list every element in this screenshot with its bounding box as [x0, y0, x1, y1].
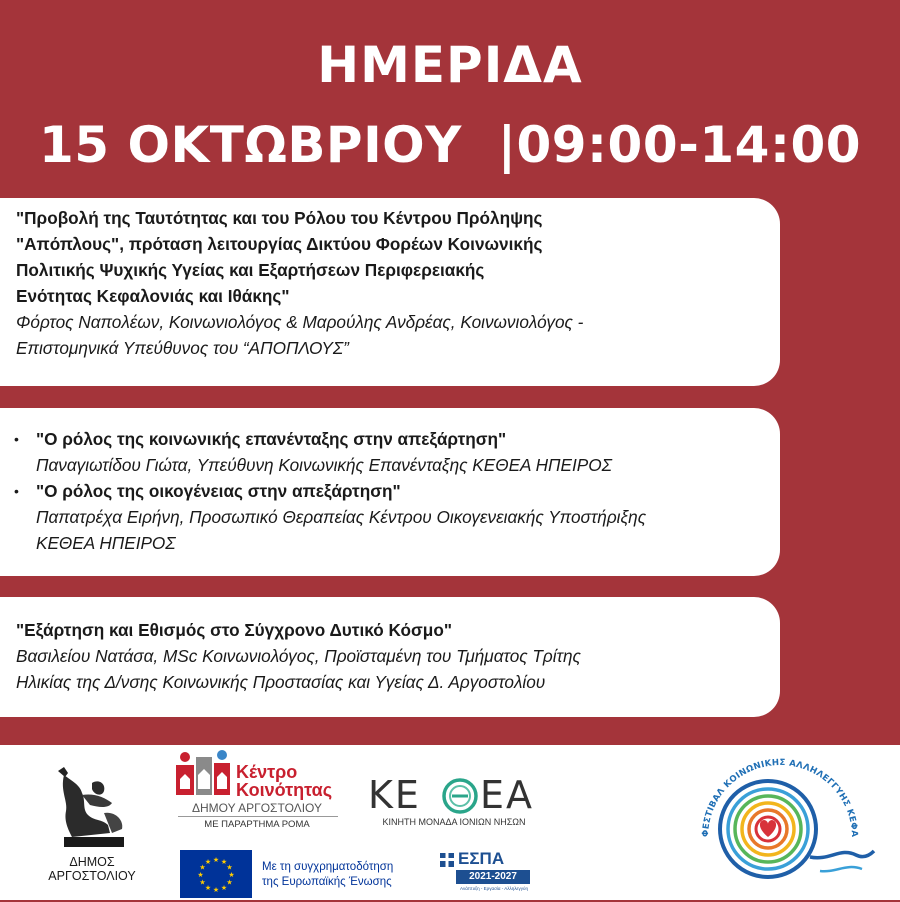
kethea-theta-icon — [441, 777, 479, 815]
dimos-line2: ΑΡΓΟΣΤΟΛΙΟΥ — [48, 869, 136, 883]
list-item — [14, 478, 780, 556]
svg-text:★: ★ — [226, 878, 233, 887]
espa-tagline: Ανάπτυξη - Εργασία - Αλληλεγγύη — [460, 886, 528, 891]
svg-text:★: ★ — [226, 863, 233, 872]
session-title-line: Ενότητας Κεφαλονιάς και Ιθάκης" — [16, 286, 290, 306]
svg-text:★: ★ — [197, 871, 204, 879]
svg-text:★: ★ — [220, 884, 228, 892]
kentro-line1: Κέντρο — [236, 762, 298, 782]
kentro-line4: ΜΕ ΠΑΡΑΡΤΗΜΑ ΡΟΜΑ — [204, 819, 310, 830]
solidarity-spiral-icon — [680, 747, 880, 897]
festival-arc-text: ΦΕΣΤΙΒΑΛ ΚΟΙΝΩΝΙΚΗΣ ΑΛΛΗΛΕΓΓΥΗΣ ΚΕΦΑ — [700, 757, 860, 838]
session-card-3 — [0, 597, 780, 717]
community-houses-icon — [174, 749, 232, 801]
eu-cofunding-logo — [180, 850, 430, 900]
sponsor-footer — [0, 745, 900, 900]
list-item — [14, 426, 780, 478]
espa-name: ΕΣΠΑ — [458, 849, 505, 868]
kethea-name-left: ΚΕ — [368, 773, 421, 817]
session-title-line: "Εξάρτηση και Εθισμός στο Σύγχρονο Δυτικό Κόσμο" — [16, 620, 452, 640]
svg-text:★: ★ — [220, 858, 228, 866]
kentro-line3: ΔΗΜΟΥ ΑΡΓΟΣΤΟΛΙΟΥ — [192, 801, 322, 815]
bullet: • — [14, 483, 19, 499]
svg-text:★: ★ — [204, 884, 212, 892]
talk-speaker: Παναγιωτίδου Γιώτα, Υπεύθυνη Κοινωνικής Επανένταξης ΚΕΘΕΑ ΗΠΕΙΡΟΣ — [36, 455, 612, 475]
svg-text:★: ★ — [212, 886, 220, 894]
kethea-name-right: ΕΑ — [480, 773, 535, 817]
session-speaker-line: Επιστομηνικά Υπεύθυνος του “ΑΠΟΠΛΟΥΣ” — [16, 338, 349, 358]
session-title-line: "Προβολή της Ταυτότητας και του Ρόλου του Κέντρου Πρόληψης — [16, 208, 543, 228]
svg-text:★: ★ — [228, 871, 235, 879]
session-speaker-line: Φόρτος Ναπολέων, Κοινωνιολόγος & Μαρούλης Ανδρέας, Κοινωνιολόγος - — [16, 312, 584, 332]
svg-text:★: ★ — [199, 878, 206, 887]
eu-line1: Με τη συγχρηματοδότηση — [262, 861, 394, 873]
espa-period: 2021-2027 — [456, 870, 530, 884]
statue-emblem-icon — [42, 763, 142, 849]
eu-flag-icon — [180, 850, 252, 898]
festival-logo — [680, 747, 880, 897]
session-title-line: "Απόπλους", πρόταση λειτουργίας Δικτύου Φορέων Κοινωνικής — [16, 234, 543, 254]
session-title-line: Πολιτικής Ψυχικής Υγείας και Εξαρτήσεων Περιφερειακής — [16, 260, 485, 280]
divider — [178, 816, 338, 817]
session-speaker-line: Ηλικίας της Δ/νσης Κοινωνικής Προστασίας και Υγείας Δ. Αργοστολίου — [16, 672, 546, 692]
eu-line2: της Ευρωπαϊκής Ένωσης — [262, 876, 392, 888]
kethea-caption: ΚΙΝΗΤΗ ΜΟΝΑΔΑ ΙΟΝΙΩΝ ΝΗΣΩΝ — [382, 817, 526, 827]
espa-logo — [440, 851, 532, 897]
svg-text:★: ★ — [199, 863, 206, 872]
event-date-time: 15 ΟΚΤΩΒΡΙΟΥ |09:00-14:00 — [38, 116, 862, 174]
session-card-1 — [0, 198, 780, 386]
talk-speaker: ΚΕΘΕΑ ΗΠΕΙΡΟΣ — [36, 533, 176, 553]
talk-title: "Ο ρόλος της οικογένειας στην απεξάρτηση" — [36, 481, 401, 501]
talk-speaker: Παπατρέχα Ειρήνη, Προσωπικό Θεραπείας Κέντρου Οικογενειακής Υποστήριξης — [36, 507, 647, 527]
talk-title: "Ο ρόλος της κοινωνικής επανένταξης στην απεξάρτηση" — [36, 429, 507, 449]
svg-text:★: ★ — [212, 856, 220, 864]
svg-text:★: ★ — [204, 858, 212, 866]
kethea-logo — [366, 775, 542, 829]
greek-flag-icon — [440, 853, 454, 867]
kentro-koinotitas-logo — [172, 749, 344, 839]
event-title: ΗΜΕΡΙΔΑ — [317, 36, 583, 94]
dimos-argostoliou-logo — [42, 763, 142, 883]
session-speaker-line: Βασιλείου Νατάσα, MSc Κοινωνιολόγος, Προϊσταμένη του Τμήματος Τρίτης — [16, 646, 581, 666]
dimos-line1: ΔΗΜΟΣ — [69, 855, 115, 869]
session-card-2 — [0, 408, 780, 576]
kentro-line2: Κοινότητας — [236, 780, 333, 800]
bullet: • — [14, 431, 19, 447]
